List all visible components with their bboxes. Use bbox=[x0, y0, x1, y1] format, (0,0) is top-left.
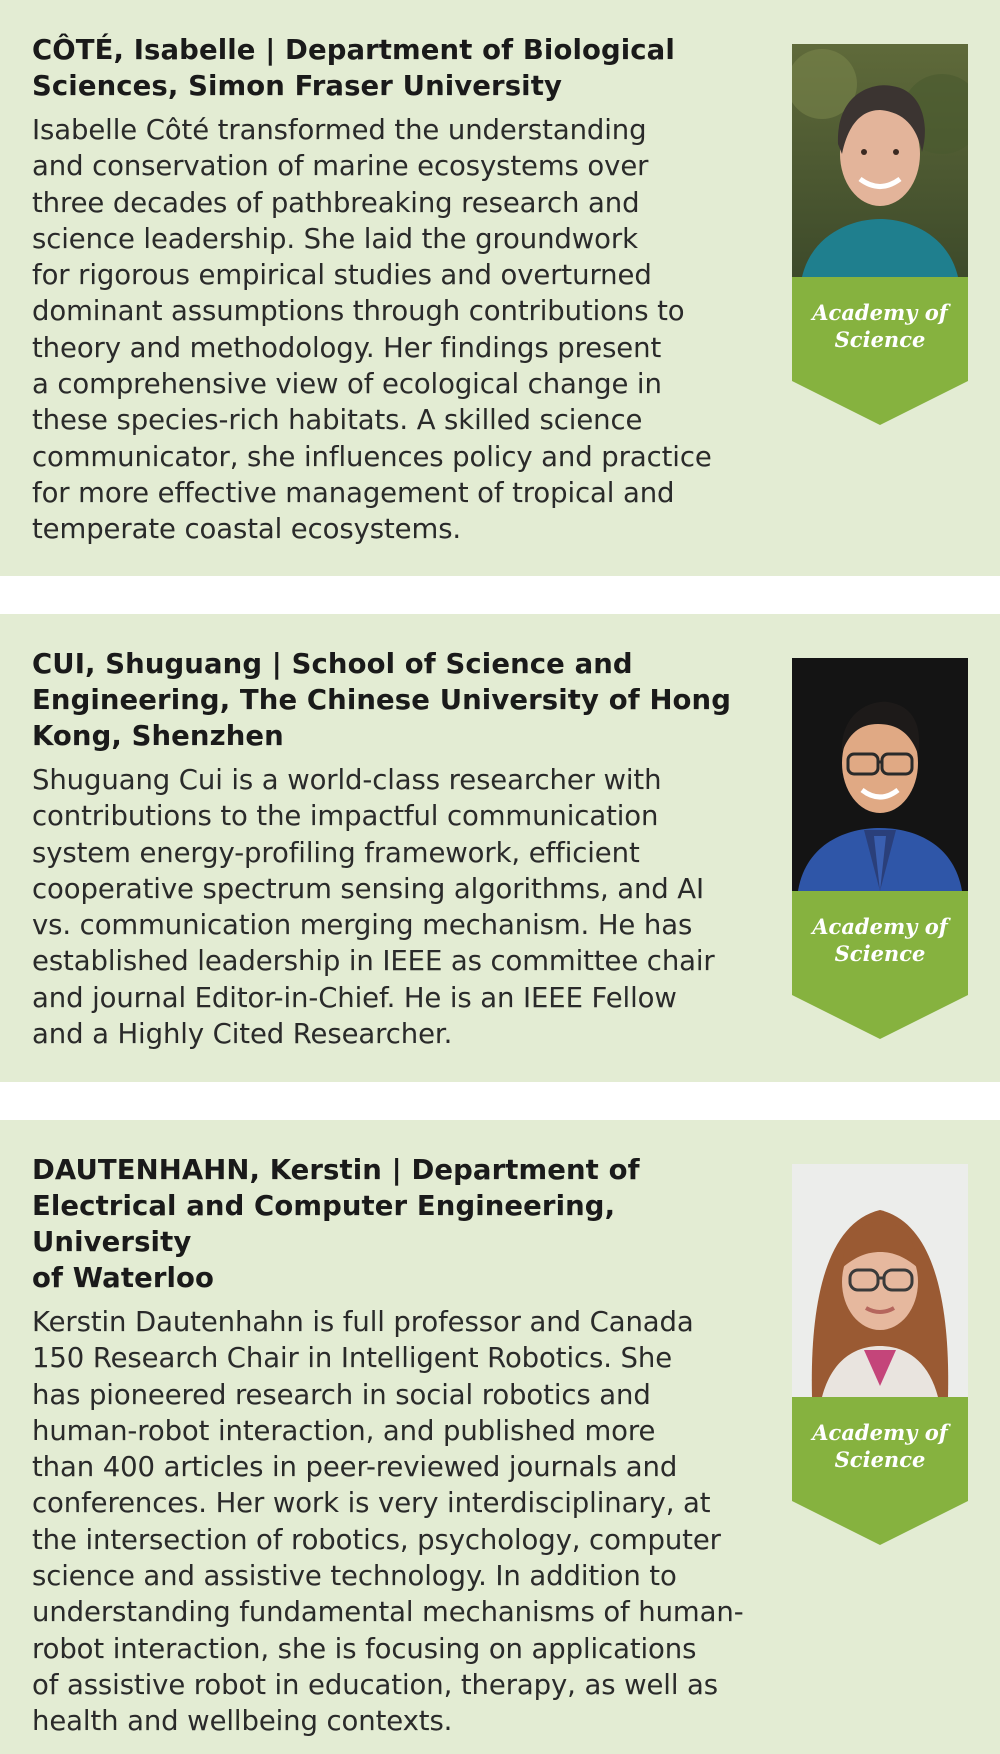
heading-line: DAUTENHAHN, Kerstin | Department of bbox=[32, 1154, 640, 1186]
fellow-text bbox=[32, 32, 762, 548]
bio-line: of assistive robot in education, therapy, as well as bbox=[32, 1668, 718, 1701]
bio-line: has pioneered research in social robotics and bbox=[32, 1378, 651, 1411]
bio-line: communicator, she influences policy and practice bbox=[32, 440, 712, 473]
bio-line: health and wellbeing contexts. bbox=[32, 1705, 453, 1738]
academy-label-line: Science bbox=[834, 941, 926, 966]
bio-line: understanding fundamental mechanisms of human- bbox=[32, 1596, 744, 1629]
bio-line: and conservation of marine ecosystems over bbox=[32, 150, 649, 183]
academy-label-line: Academy of bbox=[812, 914, 948, 939]
bio-line: Shuguang Cui is a world-class researcher with bbox=[32, 764, 662, 796]
fellow-badge bbox=[792, 1164, 968, 1545]
fellow-card-cote bbox=[0, 0, 1000, 576]
fellow-heading bbox=[32, 1152, 762, 1296]
heading-line: of Waterloo bbox=[32, 1262, 215, 1294]
bio-line: the intersection of robotics, psychology, computer bbox=[32, 1523, 721, 1556]
portrait-photo-cui bbox=[792, 658, 968, 891]
academy-label bbox=[792, 1419, 968, 1473]
bio-line: cooperative spectrum sensing algorithms, and AI bbox=[32, 872, 705, 905]
bio-line: dominant assumptions through contributions to bbox=[32, 295, 685, 328]
bio-line: vs. communication merging mechanism. He has bbox=[32, 909, 693, 942]
academy-ribbon bbox=[792, 1397, 968, 1545]
fellow-card-cui bbox=[0, 614, 1000, 1082]
academy-ribbon bbox=[792, 277, 968, 425]
fellow-text bbox=[32, 646, 762, 1052]
bio-line: and journal Editor-in-Chief. He is an IEEE Fellow bbox=[32, 981, 677, 1014]
academy-label bbox=[792, 913, 968, 967]
academy-label-line: Science bbox=[834, 1447, 926, 1472]
academy-label bbox=[792, 299, 968, 353]
heading-line: CÔTÉ, Isabelle | Department of Biological bbox=[32, 34, 675, 66]
fellow-bio bbox=[32, 1304, 762, 1740]
bio-line: science leadership. She laid the groundwork bbox=[32, 222, 638, 255]
bio-line: than 400 articles in peer-reviewed journals and bbox=[32, 1451, 678, 1484]
academy-label-line: Academy of bbox=[812, 300, 948, 325]
bio-line: these species-rich habitats. A skilled science bbox=[32, 404, 643, 437]
bio-line: and a Highly Cited Researcher. bbox=[32, 1018, 453, 1051]
bio-line: established leadership in IEEE as committee chair bbox=[32, 945, 715, 978]
bio-line: for rigorous empirical studies and overturned bbox=[32, 259, 652, 292]
heading-line: Sciences, Simon Fraser University bbox=[32, 70, 562, 102]
academy-label-line: Science bbox=[834, 327, 926, 352]
bio-line: temperate coastal ecosystems. bbox=[32, 513, 462, 546]
bio-line: 150 Research Chair in Intelligent Robotics. She bbox=[32, 1342, 673, 1375]
fellow-bio bbox=[32, 112, 762, 548]
bio-line: a comprehensive view of ecological change in bbox=[32, 368, 662, 401]
bio-line: for more effective management of tropical and bbox=[32, 476, 675, 509]
bio-line: conferences. Her work is very interdisciplinary, at bbox=[32, 1487, 711, 1520]
bio-line: science and assistive technology. In addition to bbox=[32, 1560, 677, 1593]
fellow-text bbox=[32, 1152, 762, 1740]
bio-line: system energy-profiling framework, efficient bbox=[32, 836, 640, 869]
bio-line: robot interaction, she is focusing on applications bbox=[32, 1632, 697, 1665]
fellow-bio bbox=[32, 762, 762, 1052]
bio-line: three decades of pathbreaking research and bbox=[32, 186, 640, 219]
heading-line: CUI, Shuguang | School of Science and bbox=[32, 648, 633, 680]
fellow-card-dautenhahn bbox=[0, 1120, 1000, 1754]
heading-line: Engineering, The Chinese University of Hong bbox=[32, 684, 732, 716]
heading-line: Kong, Shenzhen bbox=[32, 720, 284, 752]
bio-line: human-robot interaction, and published more bbox=[32, 1414, 656, 1447]
academy-label-line: Academy of bbox=[812, 1420, 948, 1445]
academy-ribbon bbox=[792, 891, 968, 1039]
fellow-badge bbox=[792, 658, 968, 1039]
fellow-badge bbox=[792, 44, 968, 425]
bio-line: Isabelle Côté transformed the understanding bbox=[32, 114, 647, 146]
bio-line: contributions to the impactful communication bbox=[32, 800, 659, 833]
bio-line: theory and methodology. Her findings present bbox=[32, 331, 662, 364]
portrait-photo-cote bbox=[792, 44, 968, 277]
fellow-heading bbox=[32, 32, 762, 104]
bio-line: Kerstin Dautenhahn is full professor and Canada bbox=[32, 1306, 694, 1338]
fellow-heading bbox=[32, 646, 762, 754]
heading-line: Electrical and Computer Engineering, University bbox=[32, 1190, 616, 1258]
portrait-photo-dautenhahn bbox=[792, 1164, 968, 1397]
